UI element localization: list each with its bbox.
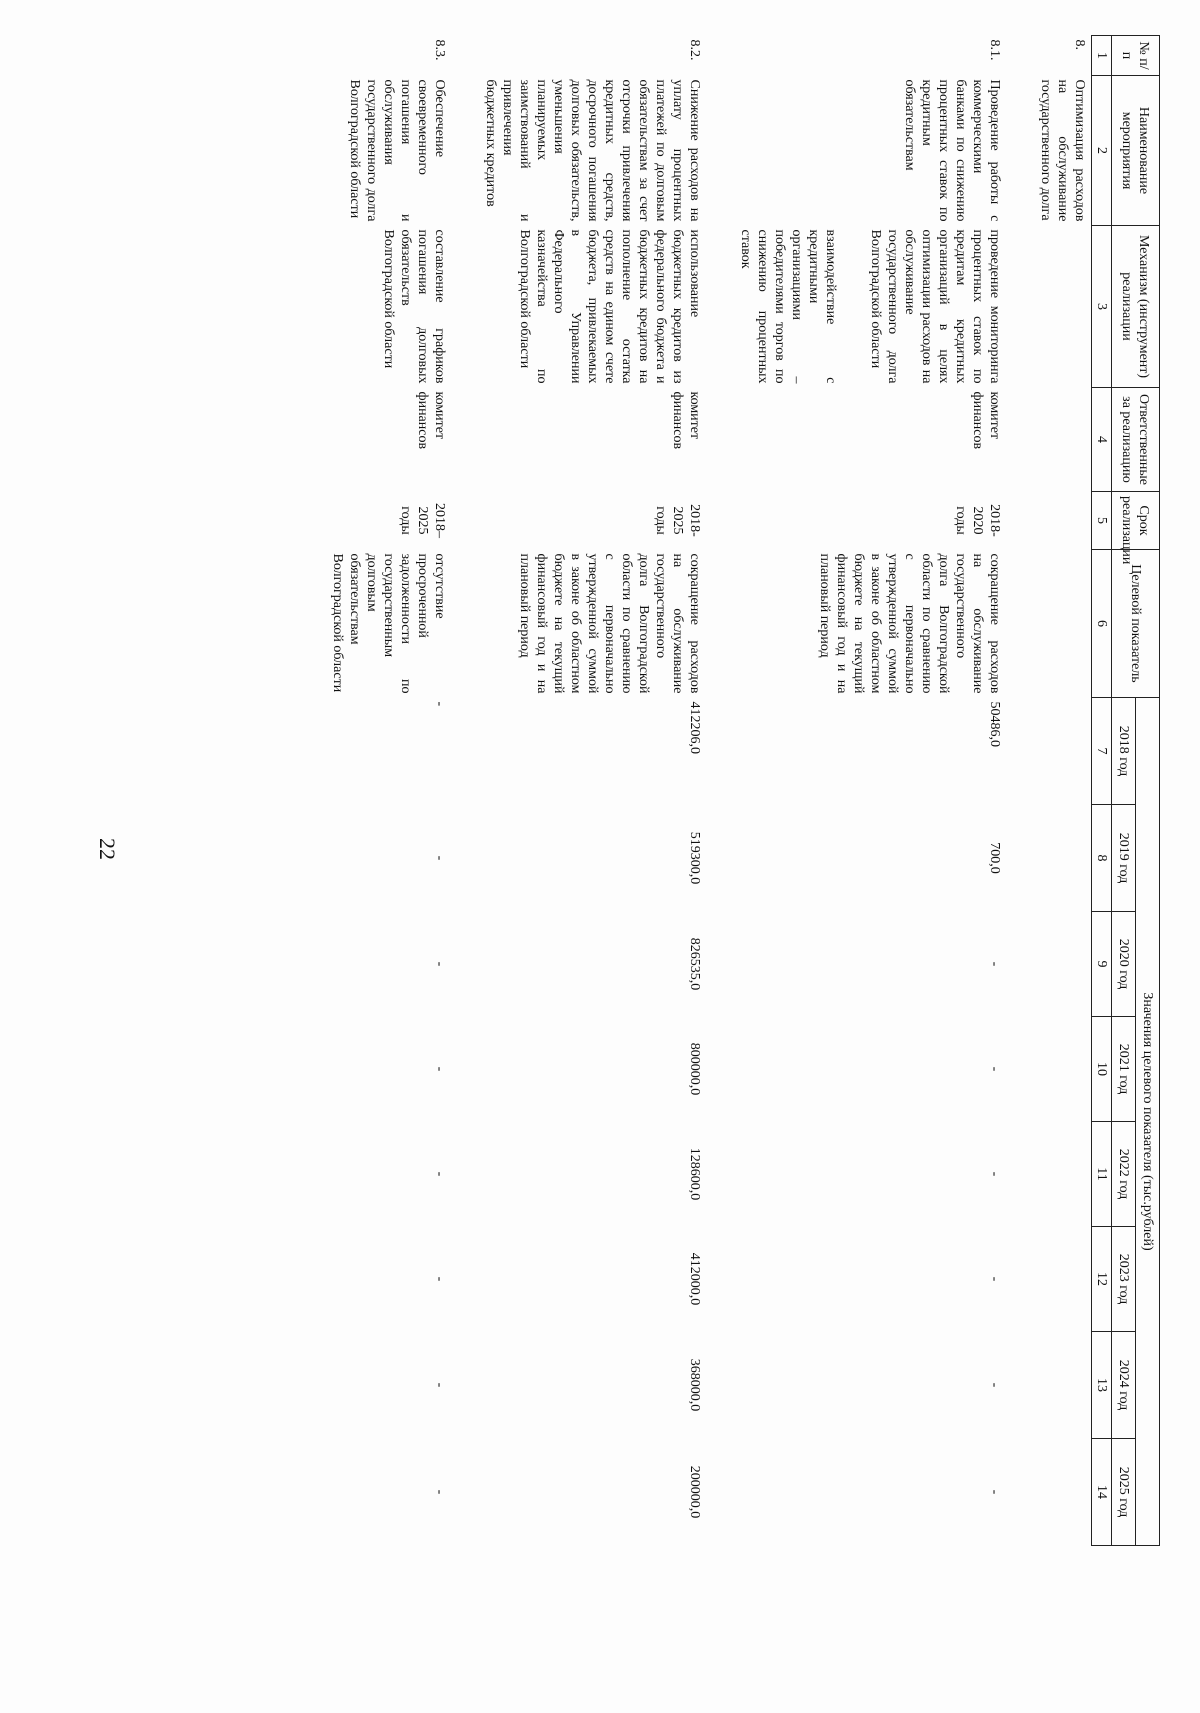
header-numbers-row [1092, 36, 1112, 1546]
column-number: 13 [1092, 1332, 1112, 1439]
header-year: 2024 год [1112, 1332, 1136, 1439]
row-value: - [987, 961, 1002, 967]
row-name: Обеспечение своевременного погашения и обслуживания государственного долга Волгоградской области [347, 79, 447, 222]
row-value [1034, 698, 1092, 805]
row-mechanism [1034, 226, 1092, 388]
row-value: 368000,0 [687, 1358, 702, 1412]
column-number: 9 [1092, 912, 1112, 1017]
header-no: № п/п [1112, 36, 1160, 76]
header-row-1 [1136, 36, 1160, 1546]
column-number: 3 [1092, 226, 1112, 388]
row-responsible: комитет финансов [415, 391, 447, 450]
row-value: 50486,0 [987, 701, 1002, 747]
row-mechanism-part1: проведение мониторинга процентных ставок по кредитам кредитных организаций в целях оптимизации расходов на обслуживание государственного долга Волгоградской области [868, 229, 1002, 384]
row-mechanism-part2: взаимодействие с кредитными организациями – победителями торгов по снижению процентных ставок [738, 229, 838, 384]
header-year: 2022 год [1112, 1122, 1136, 1227]
header-year: 2025 год [1112, 1439, 1136, 1546]
row-value [1034, 805, 1092, 912]
header-name: Наименование мероприятия [1112, 76, 1160, 226]
row-value: - [432, 1382, 447, 1388]
row-value: 519300,0 [687, 831, 702, 885]
header-mechanism: Механизм (инструмент) реализации [1112, 226, 1160, 388]
row-mechanism [734, 226, 1006, 388]
row-value: 800000,0 [687, 1042, 702, 1096]
row-value: 200000,0 [687, 1465, 702, 1519]
column-number: 8 [1092, 805, 1112, 912]
header-year: 2018 год [1112, 698, 1136, 805]
column-number: 14 [1092, 1439, 1112, 1546]
row-value [1034, 1439, 1092, 1546]
row-value: 412000,0 [687, 1252, 702, 1306]
row-name: Проведение работы с коммерческими банками по снижению процентных ставок по кредитным обязательствам [902, 79, 1002, 222]
row-responsible: комитет финансов [670, 391, 702, 450]
row-target: сокращение расходов на обслуживание государственного долга Волгоградской области по сравнению с первоначально утвержденной суммой в законе об областном бюджете на текущий финансовый год и на плановый период [817, 553, 1002, 694]
row-number: 8.3. [432, 39, 447, 61]
row-value: - [432, 1066, 447, 1072]
table-row [1034, 36, 1092, 1546]
row-value: - [432, 961, 447, 967]
column-number: 10 [1092, 1017, 1112, 1122]
row-value: 128600,0 [687, 1147, 702, 1201]
row-name: Снижение расходов на уплату процентных платежей по долговым обязательствам за счет отсрочки привлечения кредитных средств, досрочного погашения долговых обязательств, уменьшения планируемых заимствований и привлечения бюджетных кредитов [483, 79, 702, 222]
row-mechanism: составление графиков погашения долговых обязательств Волгоградской области [381, 229, 447, 384]
row-value: - [987, 1171, 1002, 1177]
row-value [1034, 1332, 1092, 1439]
row-value: - [432, 701, 447, 707]
row-value [1034, 1122, 1092, 1227]
row-value: - [987, 1066, 1002, 1072]
row-value [1034, 912, 1092, 1017]
column-number: 1 [1092, 36, 1112, 76]
header-term: Срок реализации [1112, 492, 1160, 550]
row-value: 412206,0 [687, 701, 702, 754]
row-mechanism: использование бюджетных кредитов из федерального бюджета и бюджетных кредитов на пополнение остатка средств на едином счете бюджета, привлекаемых в Управлении Федерального казначейства по Волгоградской области [517, 229, 702, 384]
column-number: 12 [1092, 1227, 1112, 1332]
table-row [326, 36, 451, 1546]
row-name: Оптимизация расходов на обслуживание государственного долга [1038, 79, 1087, 222]
row-target: сокращение расходов на обслуживание государственного долга Волгоградской области по сравнению с первоначально утвержденной суммой в законе об областном бюджете на текущий финансовый год и на плановый период [517, 553, 702, 694]
table-row [479, 36, 706, 1546]
column-number: 5 [1092, 492, 1112, 550]
row-value: - [987, 1489, 1002, 1495]
row-number: 8.2. [687, 39, 702, 61]
row-value [1034, 1227, 1092, 1332]
header-year: 2020 год [1112, 912, 1136, 1017]
row-value: - [432, 855, 447, 861]
column-number: 4 [1092, 388, 1112, 492]
header-target: Целевой показатель [1112, 550, 1160, 698]
header-year: 2021 год [1112, 1017, 1136, 1122]
header-values-group: Значения целевого показателя (тыс.рублей) [1136, 698, 1160, 1546]
row-responsible: комитет финансов [970, 391, 1002, 450]
page-number: 22 [95, 838, 120, 860]
row-value: 826535,0 [687, 937, 702, 991]
row-value: - [432, 1489, 447, 1495]
row-value: - [987, 1382, 1002, 1388]
row-number: 8.1. [987, 39, 1002, 61]
target-indicators-table [326, 35, 1160, 1546]
column-number: 11 [1092, 1122, 1112, 1227]
header-responsible: Ответственные за реализацию [1112, 388, 1160, 492]
column-number: 2 [1092, 76, 1112, 226]
row-value: 700,0 [987, 842, 1002, 874]
header-year: 2023 год [1112, 1227, 1136, 1332]
row-term: 2018-2025 годы [653, 504, 702, 537]
row-target: отсутствие просроченной задолженности по государственным долговым обязательствам Волгоградской области [330, 553, 447, 694]
row-number: 8. [1072, 39, 1087, 50]
row-value: - [432, 1171, 447, 1177]
row-term: 2018-2020 годы [953, 504, 1002, 537]
row-responsible [1034, 388, 1092, 492]
row-value [1034, 1017, 1092, 1122]
column-number: 7 [1092, 698, 1112, 805]
row-value: - [432, 1276, 447, 1282]
row-value: - [987, 1276, 1002, 1282]
table-row [734, 36, 1006, 1546]
column-number: 6 [1092, 550, 1112, 698]
row-target [1034, 550, 1092, 698]
row-term [1034, 492, 1092, 550]
header-year: 2019 год [1112, 805, 1136, 912]
row-term: 2018–2025 годы [398, 503, 447, 538]
rotated-table-container [100, 35, 1160, 1545]
